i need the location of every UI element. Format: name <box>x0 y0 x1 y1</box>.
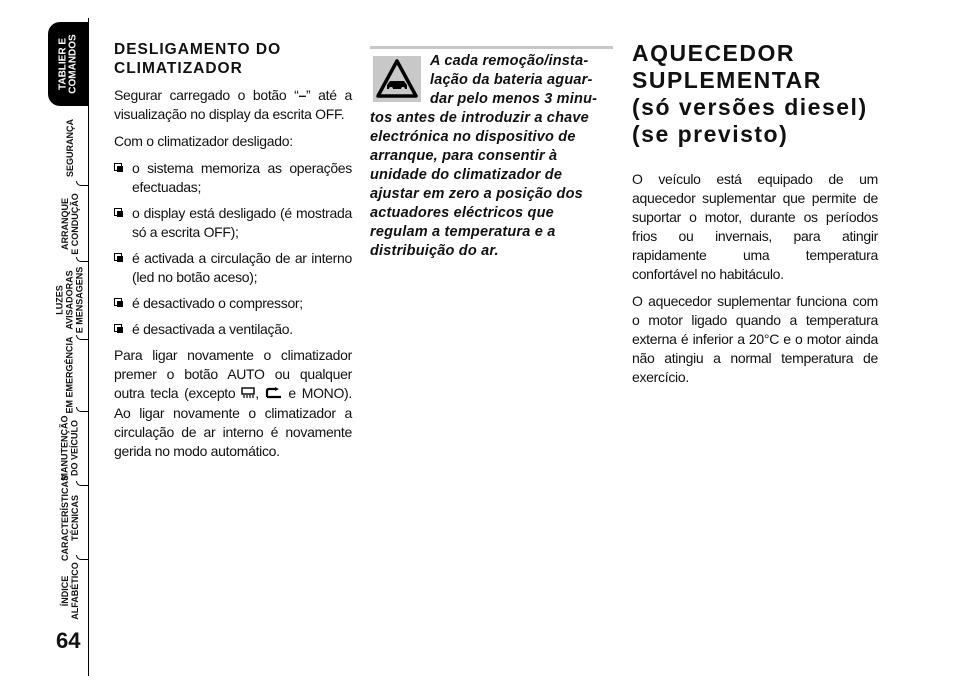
tab-label: ÍNDICE ALFABÉTICO <box>59 562 80 620</box>
tab-indice-alfabetico[interactable] <box>50 556 89 626</box>
title-line: AQUECEDOR <box>632 40 796 66</box>
paragraph <box>114 346 352 461</box>
title-line: SUPLEMENTAR <box>632 67 822 93</box>
air-recirculation-icon <box>265 385 283 404</box>
section-aquecedor <box>632 40 878 395</box>
text-span: ” até a visualização no display da escrita OFF. <box>114 87 352 122</box>
paragraph: O aquecedor suplementar funciona com o motor ligado quando a temperatura externa é inferior a 20°C e o motor ainda não atingiu a normal temperatura de exercício. <box>632 293 878 385</box>
warning-line: tos antes de introduzir a chave electrónica no dispositivo de arranque, para consentir à unidade do climatizador de ajustar em zero a posição dos actuadores eléctricos que regulam a temperatura e a distribuição do ar. <box>370 110 589 259</box>
warning-line: dar pelo menos 3 minu- <box>430 91 598 107</box>
checkbox-bullet-icon <box>114 208 122 216</box>
dash-symbol: – <box>298 87 307 103</box>
checkbox-bullet-icon <box>114 163 122 171</box>
sidebar-tabs <box>0 0 100 692</box>
warning-rule <box>370 46 613 49</box>
tab-label: MANUTENÇÃO DO VEÍCULO <box>59 415 80 481</box>
tab-manutencao-do-veiculo[interactable] <box>50 412 89 484</box>
warning-line: lação da bateria aguar- <box>430 72 593 88</box>
tab-label: LUZES AVISADORAS E MENSAGENS <box>54 266 85 334</box>
checkbox-bullet-icon <box>114 298 122 306</box>
text-span: e MONO). Ao ligar novamente o climatizador a circulação de ar interno é novamente gerida no modo automático. <box>114 385 353 459</box>
checkbox-bullet-icon <box>114 324 122 332</box>
list-item <box>114 204 352 242</box>
list-item-text: é activada a circulação de ar interno (led no botão aceso); <box>132 250 352 285</box>
paragraph <box>114 86 352 124</box>
page-number: 64 <box>56 628 81 653</box>
rear-defrost-icon <box>241 385 255 404</box>
section-title <box>632 40 878 148</box>
tab-arranque-e-conducao[interactable] <box>50 188 89 260</box>
tab-label: EM EMERGÊNCIA <box>64 336 75 414</box>
text-span: Segurar carregado o botão “ <box>114 87 299 103</box>
tab-label: ARRANQUE E CONDUÇÃO <box>59 193 80 255</box>
warning-text <box>370 52 615 261</box>
tab-caracteristicas-tecnicas[interactable] <box>50 474 89 562</box>
tab-label: CARACTERÍSTICAS TÉCNICAS <box>59 474 80 562</box>
list-item-text: é desactivado o compressor; <box>132 295 303 311</box>
list-item <box>114 159 352 197</box>
section-heading: DESLIGAMENTO DO CLIMATIZADOR <box>114 41 282 77</box>
paragraph: O veículo está equipado de um aquecedor suplementar que permite de suportar o motor, durante os períodos frios ou invernais, para atingir rapidamente uma temperatura confortável no habitáculo. <box>632 171 878 282</box>
list-item <box>114 320 352 339</box>
list-item <box>114 294 352 313</box>
tab-tablier-e-comandos[interactable] <box>48 22 89 106</box>
list-item-text: o sistema memoriza as operações efectuadas; <box>132 160 352 195</box>
section-desligamento <box>114 40 352 469</box>
list-item-text: é desactivada a ventilação. <box>132 321 293 337</box>
checkbox-bullet-icon <box>114 253 122 261</box>
tab-label: SEGURANÇA <box>64 118 75 178</box>
tab-label: TABLIER E COMANDOS <box>57 34 79 94</box>
list-item-text: o display está desligado (é mostrada só a escrita OFF); <box>132 205 352 240</box>
title-line: (só versões diesel) <box>632 94 868 120</box>
paragraph: Com o climatizador desligado: <box>114 133 293 149</box>
warning-line: A cada remoção/insta- <box>430 53 589 69</box>
tab-em-emergencia[interactable] <box>50 336 89 414</box>
list-item <box>114 249 352 287</box>
text-span: , <box>255 385 259 401</box>
text-span: Para ligar novamente o climatizador premer o botão AUTO ou qualquer outra tecla (excepto <box>114 347 352 401</box>
tab-luzes-avisadoras[interactable] <box>50 262 89 338</box>
tab-seguranca[interactable] <box>50 112 89 184</box>
bullet-list <box>114 159 352 339</box>
title-line: (se previsto) <box>632 121 789 147</box>
